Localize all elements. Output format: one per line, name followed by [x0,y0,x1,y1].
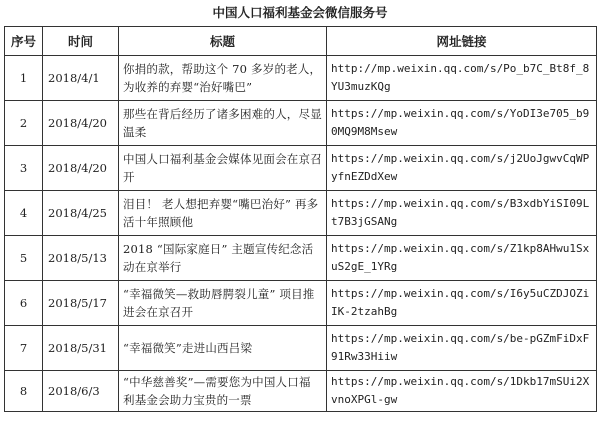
row-url-link[interactable]: https://mp.weixin.qq.com/s/1Dkb17mSUi2XvnoXPGl-gw [327,371,597,412]
table-row [5,101,597,146]
row-date: 2018/4/25 [43,191,119,236]
row-title: 中国人口福利基金会媒体见面会在京召开 [119,146,327,191]
row-title: 泪目！ 老人想把弃婴“嘴巴治好” 再多活十年照顾他 [119,191,327,236]
table-row [5,236,597,281]
row-url-link[interactable]: https://mp.weixin.qq.com/s/YoDI3e705_b90MQ9M8Msew [327,101,597,146]
row-number: 1 [5,56,43,101]
row-url-link[interactable]: https://mp.weixin.qq.com/s/j2UoJgwvCqWPyfnEZDdXew [327,146,597,191]
table-row [5,371,597,412]
row-number: 5 [5,236,43,281]
header-date: 时间 [43,27,119,56]
row-title: 2018 “国际家庭日” 主题宣传纪念活动在京举行 [119,236,327,281]
row-url-link[interactable]: https://mp.weixin.qq.com/s/Z1kp8AHwu1SxuS2gE_1YRg [327,236,597,281]
row-url-link[interactable]: https://mp.weixin.qq.com/s/B3xdbYiSI09Lt7B3jGSANg [327,191,597,236]
row-date: 2018/5/17 [43,281,119,326]
service-account-table [4,26,597,412]
row-date: 2018/6/3 [43,371,119,412]
row-number: 2 [5,101,43,146]
row-number: 8 [5,371,43,412]
row-title: 你捐的款，帮助这个 70 多岁的老人，为收养的弃婴“治好嘴巴” [119,56,327,101]
header-title: 标题 [119,27,327,56]
table-header-row [5,27,597,56]
document-title: 中国人口福利基金会微信服务号 [212,5,388,20]
row-date: 2018/5/13 [43,236,119,281]
row-number: 6 [5,281,43,326]
row-number: 4 [5,191,43,236]
table-row [5,146,597,191]
row-url-link[interactable]: https://mp.weixin.qq.com/s/be-pGZmFiDxF91Rw33Hiiw [327,326,597,371]
row-date: 2018/5/31 [43,326,119,371]
table-row [5,56,597,101]
table-row [5,191,597,236]
row-title: “幸福微笑—救助唇腭裂儿童” 项目推进会在京召开 [119,281,327,326]
row-number: 7 [5,326,43,371]
row-url-link[interactable]: http://mp.weixin.qq.com/s/Po_b7C_Bt8f_8YU3muzKQg [327,56,597,101]
header-url: 网址链接 [327,27,597,56]
row-title: “中华慈善奖”—需要您为中国人口福利基金会助力宝贵的一票 [119,371,327,412]
table-row [5,281,597,326]
row-title: “幸福微笑”走进山西吕梁 [119,326,327,371]
table-row [5,326,597,371]
row-date: 2018/4/20 [43,146,119,191]
row-date: 2018/4/20 [43,101,119,146]
row-url-link[interactable]: https://mp.weixin.qq.com/s/I6y5uCZDJOZiIK-2tzahBg [327,281,597,326]
header-no: 序号 [5,27,43,56]
row-title: 那些在背后经历了诸多困难的人，尽显温柔 [119,101,327,146]
row-number: 3 [5,146,43,191]
row-date: 2018/4/1 [43,56,119,101]
